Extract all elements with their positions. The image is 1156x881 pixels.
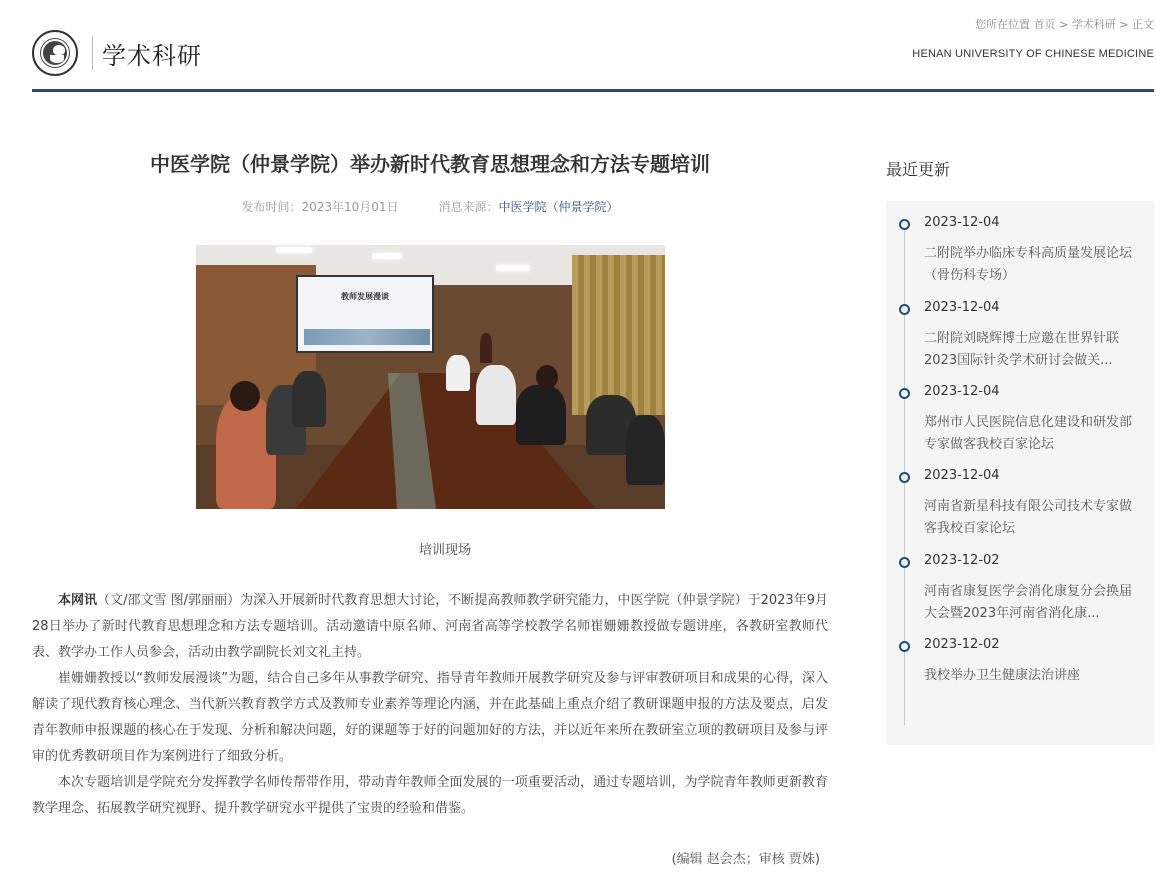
article-body: [32, 588, 828, 822]
paragraph-2: 崔姗姗教授以“教师发展漫谈”为题，结合自己多年从事教学研究、指导青年教师开展教学研究及参与评审教研项目和成果的心得，深入解读了现代教育核心理念、当代新兴教育教学方式及教师专业素养等理论内涵，并在此基础上重点介绍了教研课题申报的方法及要点，启发青年教师申报课题的核心在于发现、分析和解决问题，好的课题等于好的问题加好的方法，并以近年来所在教研室立项的教研项目及参与评审的优秀教研项目作为案例进行了细致分析。: [32, 671, 828, 764]
item-date: 2023-12-04: [924, 468, 1000, 483]
training-photo: [196, 245, 665, 509]
source-label: 消息来源：: [438, 200, 499, 214]
screen-title: 教师发展漫谈: [341, 292, 389, 301]
item-date: 2023-12-02: [924, 637, 1000, 652]
timeline-dot-icon: [899, 304, 910, 315]
header-divider: [92, 36, 93, 70]
item-title-link[interactable]: 郑州市人民医院信息化建设和研发部专家做客我校百家论坛: [924, 415, 1133, 452]
paragraph-3: 本次专题培训是学院充分发挥教学名师传帮带作用，带动青年教师全面发展的一项重要活动，通过专题培训，为学院青年教师更新教育教学理念、拓展教学研究视野、提升教学研究水平提供了宝贵的经验和借鉴。: [32, 775, 828, 816]
article-meta: [32, 198, 828, 215]
item-date: 2023-12-02: [924, 553, 1000, 568]
projection-screen: [296, 275, 434, 353]
paragraph-1: 本网讯（文/邵文雪 图/郭丽丽）为深入开展新时代教育思想大讨论，不断提高教师教学研究能力，中医学院（仲景学院）于2023年9月28日举办了新时代教育思想理念和方法专题培训。活动邀请中原名师、河南省高等学校教学名师崔姗姗教授做专题讲座，各教研室教师代表、教学办工作人员参会，活动由教学副院长刘文礼主持。: [32, 593, 828, 660]
timeline-dot-icon: [899, 219, 910, 230]
breadcrumb-prefix: 您所在位置: [975, 18, 1031, 31]
site-header: [32, 0, 1154, 92]
breadcrumb: 您所在位置 首页 > 学术科研 > 正文: [975, 18, 1154, 31]
editor-credit: (编辑 赵会杰；审核 贾姝): [671, 852, 820, 867]
timeline-dot-icon: [899, 557, 910, 568]
article-title: 中医学院（仲景学院）举办新时代教育思想理念和方法专题培训: [150, 152, 710, 176]
item-title-link[interactable]: 二附院举办临床专科高质量发展论坛（骨伤科专场）: [924, 246, 1133, 283]
university-name-en: HENAN UNIVERSITY OF CHINESE MEDICINE: [912, 48, 1154, 60]
timeline-dot-icon: [899, 641, 910, 652]
university-logo-icon[interactable]: [32, 30, 78, 76]
photo-caption: 培训现场: [418, 543, 471, 558]
section-title: 学术科研: [102, 42, 202, 70]
item-date: 2023-12-04: [924, 384, 1000, 399]
sidebar-title: 最近更新: [886, 160, 951, 179]
breadcrumb-current: 正文: [1132, 18, 1154, 31]
source-value: 中医学院（仲景学院）: [498, 200, 619, 214]
timeline-dot-icon: [899, 388, 910, 399]
lead-bold: 本网讯: [58, 593, 98, 608]
item-title-link[interactable]: 二附院刘晓辉博士应邀在世界针联2023国际针灸学术研讨会做关...: [924, 331, 1120, 368]
item-title-link[interactable]: 河南省康复医学会消化康复分会换届大会暨2023年河南省消化康...: [924, 584, 1133, 621]
publish-date: 发布时间：2023年10月01日: [241, 200, 399, 214]
timeline-dot-icon: [899, 472, 910, 483]
recent-updates-list: [886, 201, 1154, 745]
item-title-link[interactable]: 河南省新星科技有限公司技术专家做客我校百家论坛: [924, 499, 1133, 536]
breadcrumb-section-link[interactable]: 学术科研: [1071, 18, 1116, 31]
item-date: 2023-12-04: [924, 215, 1000, 230]
item-date: 2023-12-04: [924, 300, 1000, 315]
item-title-link[interactable]: 我校举办卫生健康法治讲座: [924, 668, 1081, 683]
breadcrumb-home-link[interactable]: 首页: [1033, 18, 1056, 31]
